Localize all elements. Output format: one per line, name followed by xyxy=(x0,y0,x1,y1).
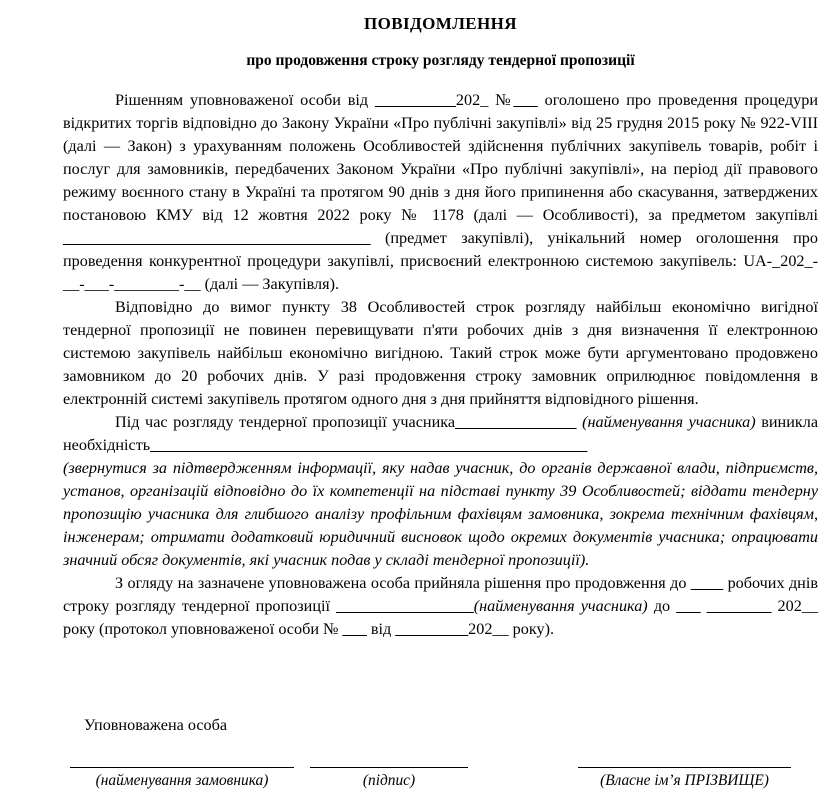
page-title: ПОВІДОМЛЕННЯ xyxy=(364,14,517,33)
page-subtitle: про продовження строку розгляду тендерної пропозиції xyxy=(246,52,635,69)
p1-number-label: № xyxy=(488,91,514,109)
signature-rule xyxy=(70,767,294,768)
paragraph-2 xyxy=(63,296,818,411)
signature-rule xyxy=(578,767,791,768)
p3-participant-blank[interactable]: _______________ xyxy=(455,413,577,431)
document-body xyxy=(63,0,818,641)
p1-text-end: (далі — Закупівля). xyxy=(200,275,340,293)
p1-text-after-subject: (предмет закупівлі), унікальний номер оголошення про проведення конкурентної процедури закупівлі, присвоєний електронною системою закупівель: xyxy=(63,229,818,270)
p4-text-start: З огляду на зазначене уповноважена особа прийняла рішення про продовження до xyxy=(115,574,691,592)
p4-text-protocol: року (протокол уповноваженої особи № xyxy=(63,620,343,638)
p4-protocol-date-blank[interactable]: _________ xyxy=(395,620,469,638)
p1-ua-code[interactable]: UA-_202_-__-___-________-__ xyxy=(63,252,818,293)
signature-rule xyxy=(310,767,468,768)
p1-date-blank[interactable]: __________ xyxy=(374,91,456,109)
p4-text-end: року). xyxy=(508,620,555,638)
signature-lines xyxy=(63,767,818,792)
p1-text-middle: оголошено про проведення процедури відкритих торгів відповідно до Закону України «Про публічні закупівлі» від 25 грудня 2015 року № 922-VIII (далі — Закон) з урахуванням положень Особливостей здійснення публічних закупівель товарів, робіт і послуг для замовників, передбачених Законом України «Про публічні закупівлі», на період дії правового режиму воєнного стану в Україні та протягом 90 днів з дня його припинення або скасування, затверджених постановою КМУ від 12 жовтня 2022 року № 1178 (далі — Особливості), за предметом закупівлі xyxy=(63,91,818,224)
paragraph-3-italic-options xyxy=(63,457,818,572)
paragraph-1 xyxy=(63,89,818,296)
p4-year: 202__ xyxy=(777,597,819,615)
p4-name-caption: (найменування учасника) xyxy=(473,597,648,615)
paragraph-3 xyxy=(63,411,818,457)
signature-field-fullname[interactable] xyxy=(578,767,791,790)
signature-field-organization[interactable] xyxy=(70,767,294,790)
signature-block xyxy=(63,714,818,792)
p1-number-blank[interactable]: ___ xyxy=(513,91,538,109)
p1-text-before-date: Рішенням уповноваженої особи від xyxy=(115,91,375,109)
paragraph-4 xyxy=(63,572,818,641)
signature-caption-signature: (підпис) xyxy=(362,772,416,789)
p4-text-days: робочих днів строку розгляду тендерної пропозиції xyxy=(63,574,818,615)
signature-role-label: Уповноважена особа xyxy=(84,716,228,734)
signature-caption-organization: (найменування замовника) xyxy=(95,772,269,789)
p3-italic-text: (звернутися за підтвердженням інформації, яку надав учасник, до органів державної влади, підприємств, установ, організацій відповідно до їх компетенції на підставі пункту 39 Особливостей; віддати тендерну пропозицію учасника для глибшого аналізу профільним фахівцям замовника, зокрема технічним фахівцям, інженерам; отримати додатковий юридичний висновок щодо окремих документів учасника; опрацювати значний обсяг документів, які учасник подав у складі тендерної пропозиції). xyxy=(63,459,818,569)
p3-participant-caption: (найменування учасника) xyxy=(576,413,756,431)
p4-month-blank[interactable]: ________ xyxy=(706,597,772,615)
p4-text-from: від xyxy=(366,620,396,638)
p3-text-need: виникла необхідність xyxy=(63,413,819,454)
p3-need-blank[interactable]: ______________________________________________________ xyxy=(150,436,588,454)
p4-days-blank[interactable]: ____ xyxy=(690,574,724,592)
p1-year: 202_ xyxy=(455,91,489,109)
p4-protocol-no-blank[interactable]: ___ xyxy=(342,620,367,638)
p4-day-blank[interactable]: ___ xyxy=(676,597,701,615)
p1-subject-blank[interactable]: ______________________________________ xyxy=(63,229,371,247)
p4-text-to: до xyxy=(647,597,677,615)
signature-caption-fullname: (Власне ім’я ПРІЗВИЩЕ) xyxy=(600,772,769,789)
p2-text: Відповідно до вимог пункту 38 Особливостей строк розгляду найбільш економічно вигідної тендерної пропозиції не повинен перевищувати п'яти робочих днів з дня визначення її електронною системою закупівель найбільш економічно вигідною. Такий строк може бути аргументовано продовжено замовником до 20 робочих днів. У разі продовження строку замовник оприлюднює повідомлення в електронній системі закупівель протягом одного дня з дня прийняття відповідного рішення. xyxy=(63,298,818,408)
p4-name-blank[interactable]: _________________ xyxy=(336,597,474,615)
p3-text-before-participant: Під час розгляду тендерної пропозиції учасника xyxy=(115,413,456,431)
signature-field-signature[interactable] xyxy=(310,767,468,790)
p4-year-2: 202__ xyxy=(468,620,509,638)
